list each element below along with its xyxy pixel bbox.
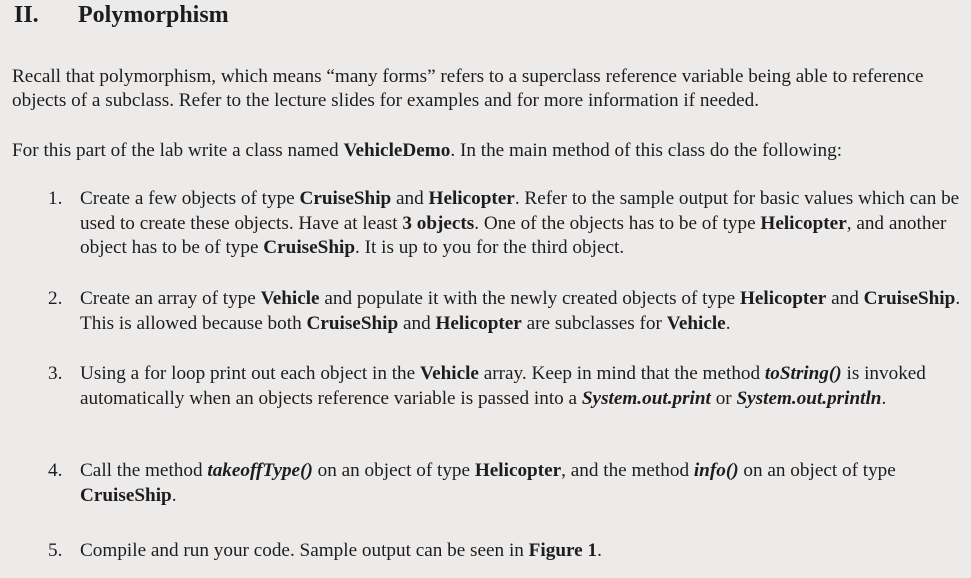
- item-text: Create a few objects of type CruiseShip and Helicopter. Refer to the sample output for basic values which can be used to create these objects. Have at least 3 objects. One of the objects has to be of type Helicopter, and another object has to be of type CruiseShip. It is up to you for the third object.: [80, 188, 960, 258]
- item-number: 4.: [48, 460, 63, 481]
- section-heading: [14, 2, 229, 29]
- item-number: 3.: [48, 363, 63, 384]
- class-name: VehicleDemo: [343, 140, 451, 161]
- item-text: Compile and run your code. Sample output can be seen in Figure 1.: [80, 540, 602, 561]
- task-text-end: . In the main method of this class do the following:: [450, 140, 843, 161]
- item-number: 1.: [48, 188, 63, 209]
- item-text: Using a for loop print out each object in the Vehicle array. Keep in mind that the method toString() is invoked automatically when an objects reference variable is passed into a System.out.print or System.out.println.: [80, 363, 926, 409]
- item-number: 5.: [48, 540, 63, 561]
- item-number: 2.: [48, 288, 63, 309]
- task-text: For this part of the lab write a class named: [12, 140, 344, 161]
- section-number: II.: [14, 2, 39, 28]
- task-paragraph: [12, 139, 957, 163]
- intro-paragraph: Recall that polymorphism, which means “many forms” refers to a superclass reference variable being able to reference objects of a subclass. Refer to the lecture slides for examples and for more information if needed.: [12, 66, 924, 111]
- item-text: Call the method takeoffType() on an object of type Helicopter, and the method info() on an object of type CruiseShip.: [80, 460, 896, 506]
- item-text: Create an array of type Vehicle and populate it with the newly created objects of type Helicopter and CruiseShip. This is allowed because both CruiseShip and Helicopter are subclasses for Vehicle.: [80, 288, 961, 334]
- section-title: Polymorphism: [78, 2, 229, 28]
